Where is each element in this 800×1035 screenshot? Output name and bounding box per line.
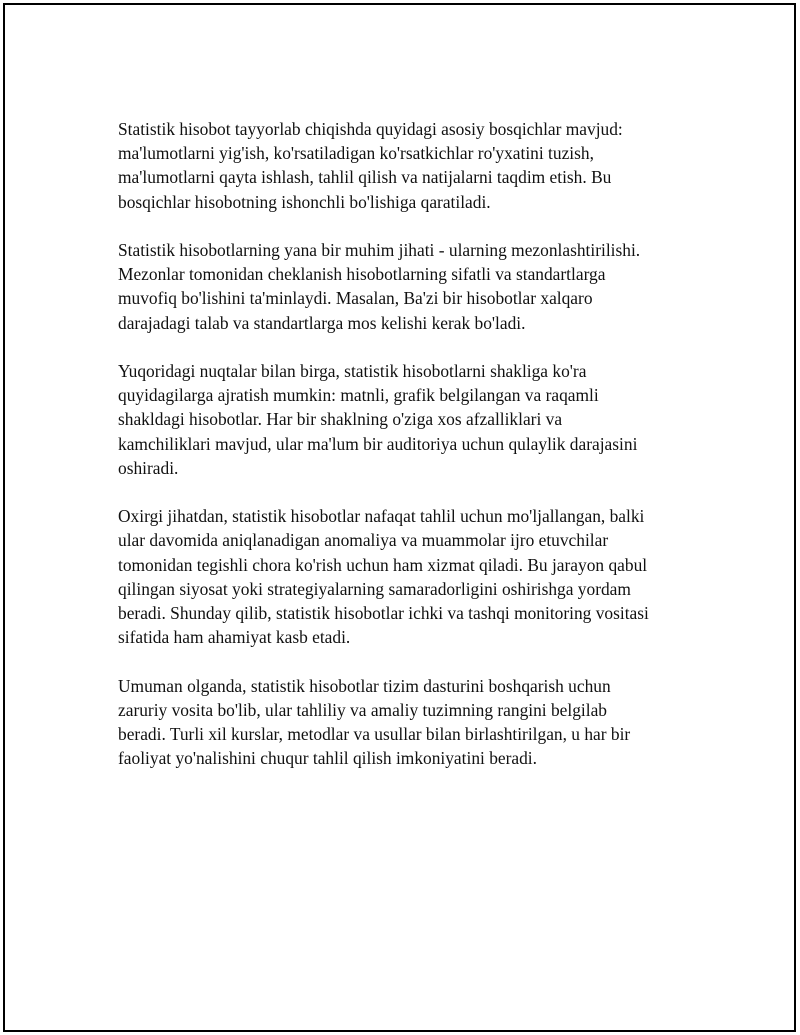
text-line: bosqichlar hisobotning ishonchli bo'lishiga qaratiladi.: [118, 191, 491, 212]
text-line: beradi. Shunday qilib, statistik hisobotlar ichki va tashqi monitoring vositasi: [118, 603, 649, 624]
text-line: Mezonlar tomonidan cheklanish hisobotlarning sifatli va standartlarga: [118, 264, 606, 285]
paragraph-5: [118, 674, 698, 771]
paragraph-2: [118, 238, 698, 335]
text-line: ular davomida aniqlanadigan anomaliya va muammolar ijro etuvchilar: [118, 530, 609, 551]
text-line: zaruriy vosita bo'lib, ular tahliliy va amaliy tuzimning rangini belgilab: [118, 699, 607, 720]
text-line: ma'lumotlarni yig'ish, ko'rsatiladigan ko'rsatkichlar ro'yxatini tuzish,: [118, 143, 594, 164]
text-line: Umuman olganda, statistik hisobotlar tizim dasturini boshqarish uchun: [118, 675, 611, 696]
paragraph-3: [118, 359, 698, 480]
text-line: oshiradi.: [118, 457, 179, 478]
text-line: beradi. Turli xil kurslar, metodlar va usullar bilan birlashtirilgan, u har bir: [118, 724, 631, 745]
text-line: Yuqoridagi nuqtalar bilan birga, statistik hisobotlarni shakliga ko'ra: [118, 361, 587, 381]
text-line: tomonidan tegishli chora ko'rish uchun ham xizmat qiladi. Bu jarayon qabul: [118, 554, 648, 575]
text-line: Statistik hisobotlarning yana bir muhim jihati - ularning mezonlashtirilishi.: [118, 240, 641, 260]
text-line: muvofiq bo'lishini ta'minlaydi. Masalan, Ba'zi bir hisobotlar xalqaro: [118, 288, 593, 309]
document-body: [118, 117, 698, 795]
text-line: ma'lumotlarni qayta ishlash, tahlil qilish va natijalarni taqdim etish. Bu: [118, 167, 612, 188]
text-line: Statistik hisobot tayyorlab chiqishda quyidagi asosiy bosqichlar mavjud:: [118, 119, 623, 139]
paragraph-1: [118, 117, 698, 214]
text-line: darajadagi talab va standartlarga mos kelishi kerak bo'ladi.: [118, 312, 526, 333]
text-line: Oxirgi jihatdan, statistik hisobotlar nafaqat tahlil uchun mo'ljallangan, balki: [118, 506, 645, 527]
text-line: faoliyat yo'nalishini chuqur tahlil qilish imkoniyatini beradi.: [118, 748, 537, 769]
text-line: qilingan siyosat yoki strategiyalarning samaradorligini oshirishga yordam: [118, 578, 631, 599]
text-line: kamchiliklari mavjud, ular ma'lum bir auditoriya uchun qulaylik darajasini: [118, 433, 638, 454]
text-line: sifatida ham ahamiyat kasb etadi.: [118, 627, 351, 648]
paragraph-4: [118, 504, 698, 649]
text-line: shakldagi hisobotlar. Har bir shaklning o'ziga xos afzalliklari va: [118, 409, 563, 430]
text-line: quyidagilarga ajratish mumkin: matnli, grafik belgilangan va raqamli: [118, 385, 599, 406]
